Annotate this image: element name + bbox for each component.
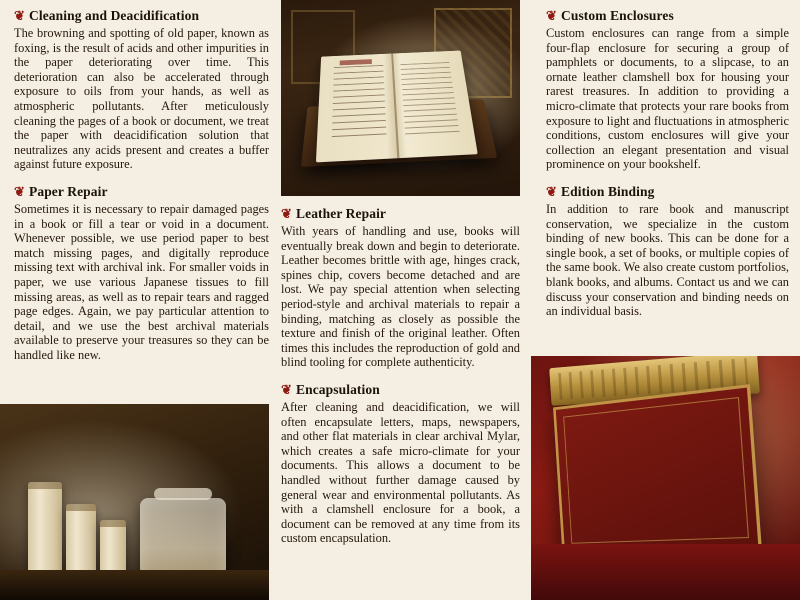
book-pages-shape	[316, 51, 478, 163]
column-left	[14, 0, 269, 372]
fleuron-bullet-icon: ❦	[281, 206, 292, 221]
section-heading	[14, 8, 269, 24]
fleuron-bullet-icon: ❦	[546, 183, 557, 199]
section-heading-text: Custom Enclosures	[561, 8, 674, 23]
section-leather-repair	[281, 206, 520, 370]
section-heading	[14, 184, 269, 200]
fleuron-bullet-icon: ❦	[281, 381, 292, 397]
section-cleaning-and-deacidification	[14, 8, 269, 172]
section-custom-enclosures	[546, 8, 789, 172]
open-antique-manuscript-photo	[281, 0, 520, 196]
section-heading	[281, 382, 520, 398]
section-heading-text: Encapsulation	[296, 381, 380, 397]
column-middle	[281, 206, 520, 556]
section-body: In addition to rare book and manuscript conservation, we specialize in the custom binding of new books. This can be done for a single book, a set of books, or multiple copies of the same book. We also create custom portfolios, blank books, and albums. Contact us and we can discuss your conservation and binding needs on an individual basis.	[546, 201, 789, 319]
table-surface	[0, 570, 269, 600]
thread-spool	[28, 482, 62, 578]
section-heading	[281, 206, 520, 222]
section-heading-text: Edition Binding	[561, 183, 655, 199]
binding-thread-and-paste-pot-photo	[0, 404, 269, 600]
section-heading-text: Leather Repair	[296, 206, 387, 221]
section-heading-text: Paper Repair	[29, 183, 108, 199]
rubric-heading-mark	[340, 59, 372, 65]
section-body: Sometimes it is necessary to repair damaged pages in a book or fill a tear or void in a document. Whenever possible, we use period paper to best match missing pages, and digitally reproduce missing text with archival ink. For smaller voids in paper, we use various Japanese tissues to fill missing areas, as well as to repair tears and ragged page edges. Again, we pay particular attention to detail, and we use the best archival materials available to preserve your treasures so they can be handled like new.	[14, 201, 269, 362]
fleuron-bullet-icon: ❦	[14, 183, 25, 199]
section-body: The browning and spotting of old paper, known as foxing, is the result of acids and other impurities in the paper deteriorating over time. This deterioration can also be accelerated through exposure to oils from your hands, as well as atmospheric pollutants. After meticulously cleaning the pages of a book or document, we treat the paper with deacidification solution that neutralizes any acids present and creates a buffer against future exposure.	[14, 26, 269, 172]
column-right	[546, 8, 789, 329]
manuscript-text-left	[332, 65, 387, 143]
section-heading	[546, 8, 789, 24]
leather-surface	[531, 544, 800, 600]
section-body: After cleaning and deacidification, we will often encapsulate letters, maps, newspapers, and other flat materials in clear archival Mylar, which creates a safe micro-climate for your documents. This allows a document to be handled without further damage caused by general wear and environmental pollutants. As with a clamshell enclosure for a book, a document can be removed at any time from its custom encapsulation.	[281, 399, 520, 546]
section-body: With years of handling and use, books will eventually break down and begin to deteriorate. Leather becomes brittle with age, hinges crack, spines chip, covers become detached and are lost. We pay special attention when selecting period-style and archival materials to repair a binding, matching as closely as possible the texture and finish of the original leather. Often times this includes the reproduction of gold and blind tooling for complete authenticity.	[281, 224, 520, 370]
fleuron-bullet-icon: ❦	[546, 8, 557, 23]
section-encapsulation	[281, 382, 520, 546]
section-body: Custom enclosures can range from a simple four-flap enclosure for securing a group of pamphlets or documents, to a slipcase, to an ornate leather clamshell box for housing your rarest treasures. In addition to providing a micro-climate that protects your rare books from exposure to light and fluctuations in atmospheric conditions, custom enclosures will give your collection an elegant presentation and visual prominence on your bookshelf.	[546, 26, 789, 172]
section-heading	[546, 184, 789, 200]
gilded-red-leather-binding-photo	[531, 356, 800, 600]
thread-spool	[66, 504, 96, 578]
section-paper-repair	[14, 184, 269, 363]
manuscript-text-right	[400, 62, 460, 139]
gilt-tooled-panel	[553, 384, 762, 554]
section-heading-text: Cleaning and Deacidification	[29, 8, 200, 23]
section-edition-binding	[546, 184, 789, 319]
fleuron-bullet-icon: ❦	[14, 8, 25, 23]
